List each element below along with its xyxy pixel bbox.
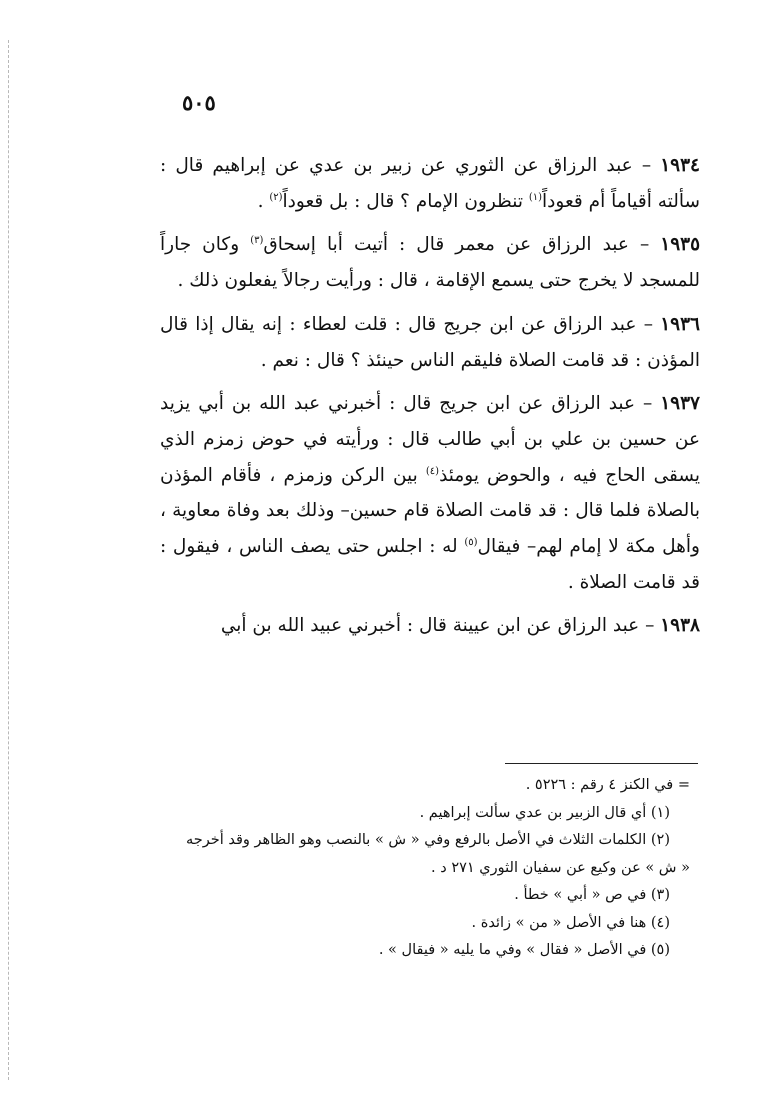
hadith-number: ١٩٣٦ — [660, 313, 700, 335]
hadith-text: – عبد الرزاق عن معمر قال : أتيت أبا إسحاق — [263, 234, 650, 256]
footnote-line: (٣) في ص « أبي » خطأ . — [514, 887, 670, 903]
hadith-text: له : اجلس حتى يصف الناس ، فيقول : قد قامت الصلاة . — [160, 536, 700, 593]
hadith-paragraph — [160, 227, 700, 298]
footnote-line: (٤) هنا في الأصل « من » زائدة . — [471, 914, 670, 931]
hadith-text: – عبد الرزاق عن ابن جريج قال : قلت لعطاء : إنه يقال إذا قال المؤذن : قد قامت الصلاة فليقم الناس حينئذ ؟ قال : نعم . — [160, 313, 700, 371]
footnote-line: (١) أي قال الزبير بن عدي سألت إبراهيم . — [419, 804, 670, 821]
hadith-text: تنظرون الإمام ؟ قال : بل قعوداً — [282, 190, 529, 212]
footnote-line: (٢) الكلمات الثلاث في الأصل بالرفع وفي « ش » بالنصب وهو الظاهر وقد أخرجه — [186, 832, 670, 848]
hadith-body — [160, 148, 700, 652]
footnote-divider — [505, 763, 698, 764]
scan-margin-line — [8, 40, 9, 1080]
footnote-line: (٥) في الأصل « فقال » وفي ما يليه « فيقال » . — [378, 942, 670, 958]
hadith-number: ١٩٣٧ — [660, 393, 700, 415]
footnote-marker: (٣) — [250, 235, 264, 247]
footnote-line: = في الكنز ٤ رقم : ٥٢٢٦ . — [525, 777, 690, 793]
hadith-number: ١٩٣٨ — [660, 615, 700, 637]
footnote-marker: (٤) — [425, 465, 440, 477]
hadith-text: – عبد الرزاق عن الثوري عن زبير بن عدي عن إبراهيم قال : سألته أقياماً أم قعوداً — [160, 155, 700, 212]
footnotes — [150, 772, 690, 965]
footnote-marker: (٢) — [269, 191, 283, 203]
footnote-marker: (٥) — [464, 536, 478, 548]
hadith-paragraph — [160, 608, 700, 644]
hadith-paragraph — [160, 148, 700, 219]
page-number: ٥٠٥ — [182, 90, 216, 115]
hadith-text: . — [257, 190, 270, 212]
hadith-text: وكان جاراً للمسجد لا يخرج حتى يسمع الإقامة ، قال : ورأيت رجالاً يفعلون ذلك . — [160, 234, 700, 292]
hadith-paragraph — [160, 307, 700, 378]
hadith-text: – عبد الرزاق عن ابن جريج قال : أخبرني عبد الله بن أبي يزيد عن حسين بن علي بن أبي طالب قال : ورأيته في حوض زمزم الذي يسقى الحاج فيه ، والحوض يومئذ — [160, 393, 701, 486]
footnote-line: « ش » عن وكيع عن سفيان الثوري ٢٧١ د . — [431, 859, 690, 876]
footnote-marker: (١) — [528, 191, 543, 203]
hadith-text: – عبد الرزاق عن ابن عيينة قال : أخبرني عبيد الله بن أبي — [220, 615, 655, 637]
hadith-text: بين الركن وزمزم ، فأقام المؤذن بالصلاة فلما قال : قد قامت الصلاة قام حسين– وذلك بعد وفاة معاوية ، وأهل مكة لا إمام لهم– فيقال — [160, 464, 700, 558]
hadith-number: ١٩٣٤ — [660, 155, 700, 176]
hadith-number: ١٩٣٥ — [660, 234, 701, 256]
hadith-paragraph — [160, 386, 700, 600]
